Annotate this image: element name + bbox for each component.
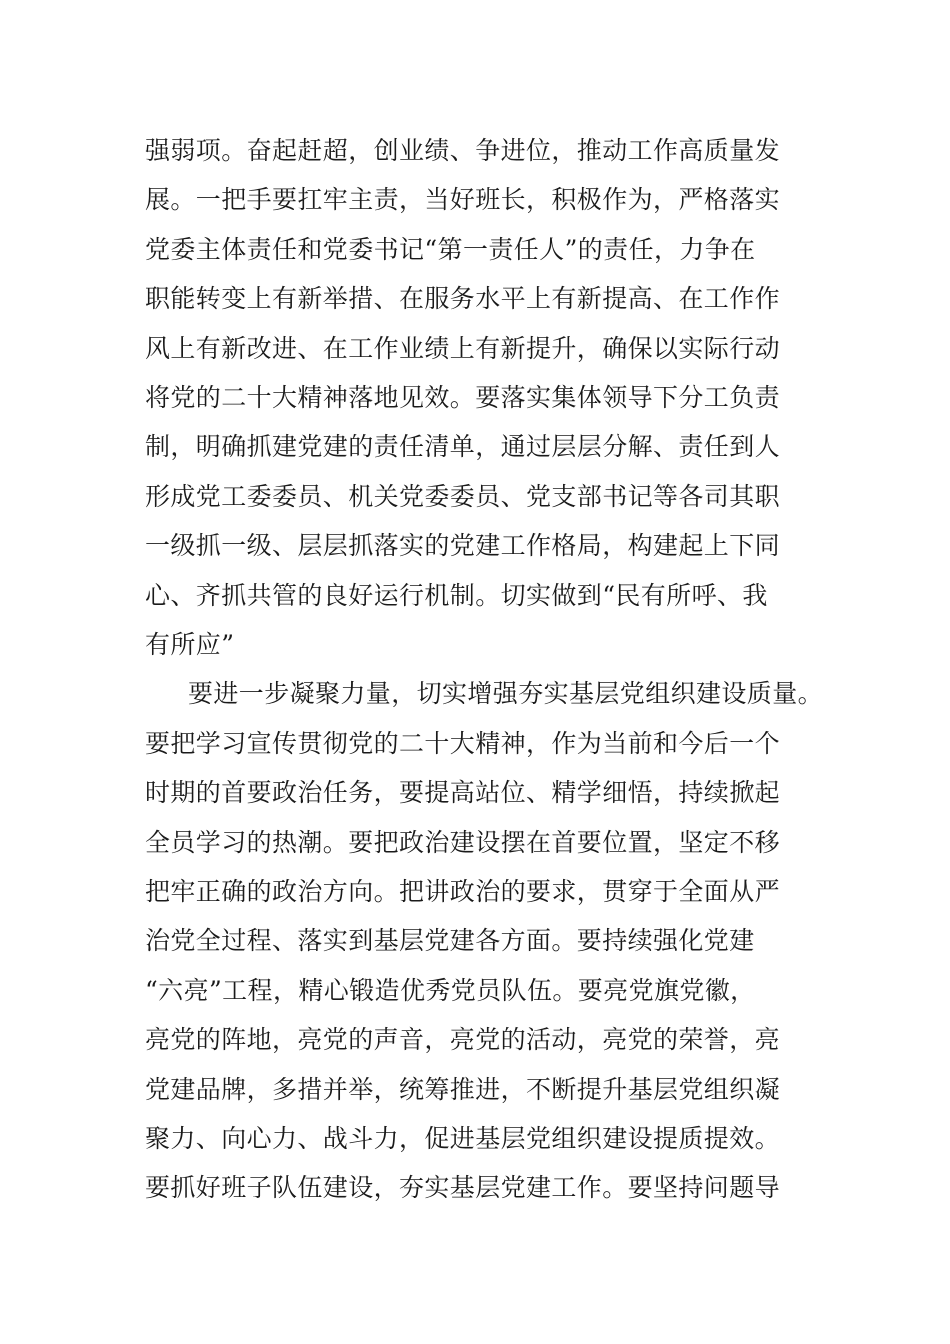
text-line: 强弱项。奋起赶超，创业绩、争进位，推动工作高质量发 bbox=[145, 136, 781, 165]
text-line: 时期的首要政治任务，要提高站位、精学细悟，持续掀起 bbox=[145, 778, 781, 807]
text-line: 党委主体责任和党委书记“第一责任人”的责任，力争在 bbox=[145, 235, 756, 264]
text-line: 制，明确抓建党建的责任清单，通过层层分解、责任到人 bbox=[145, 432, 781, 461]
text-line: 聚力、向心力、战斗力，促进基层党组织建设提质提效。 bbox=[145, 1124, 781, 1153]
text-line: 展。一把手要扛牢主责，当好班长，积极作为，严格落实 bbox=[145, 185, 781, 214]
text-line: 形成党工委委员、机关党委委员、党支部书记等各司其职 bbox=[145, 482, 781, 511]
text-line: 亮党的阵地，亮党的声音，亮党的活动，亮党的荣誉，亮 bbox=[145, 1025, 781, 1054]
text-line: 党建品牌，多措并举，统筹推进，不断提升基层党组织凝 bbox=[145, 1075, 781, 1104]
text-line: “六亮”工程，精心锻造优秀党员队伍。要亮党旗党徽， bbox=[145, 976, 756, 1005]
text-line: 把牢正确的政治方向。把讲政治的要求，贯穿于全面从严 bbox=[145, 877, 781, 906]
text-line: 要抓好班子队伍建设，夯实基层党建工作。要坚持问题导 bbox=[145, 1173, 781, 1202]
text-line: 风上有新改进、在工作业绩上有新提升，确保以实际行动 bbox=[145, 334, 781, 363]
text-line: 治党全过程、落实到基层党建各方面。要持续强化党建 bbox=[145, 926, 755, 955]
text-line: 有所应” bbox=[145, 630, 235, 659]
text-line: 要进一步凝聚力量，切实增强夯实基层党组织建设质量。 bbox=[188, 679, 824, 708]
text-line: 将党的二十大精神落地见效。要落实集体领导下分工负责 bbox=[145, 383, 781, 412]
text-line: 全员学习的热潮。要把政治建设摆在首要位置，坚定不移 bbox=[145, 828, 781, 857]
text-line: 一级抓一级、层层抓落实的党建工作格局，构建起上下同 bbox=[145, 531, 781, 560]
text-line: 心、齐抓共管的良好运行机制。切实做到“民有所呼、我 bbox=[145, 581, 768, 610]
text-line: 职能转变上有新举措、在服务水平上有新提高、在工作作 bbox=[145, 284, 781, 313]
text-line: 要把学习宣传贯彻党的二十大精神，作为当前和今后一个 bbox=[145, 729, 781, 758]
